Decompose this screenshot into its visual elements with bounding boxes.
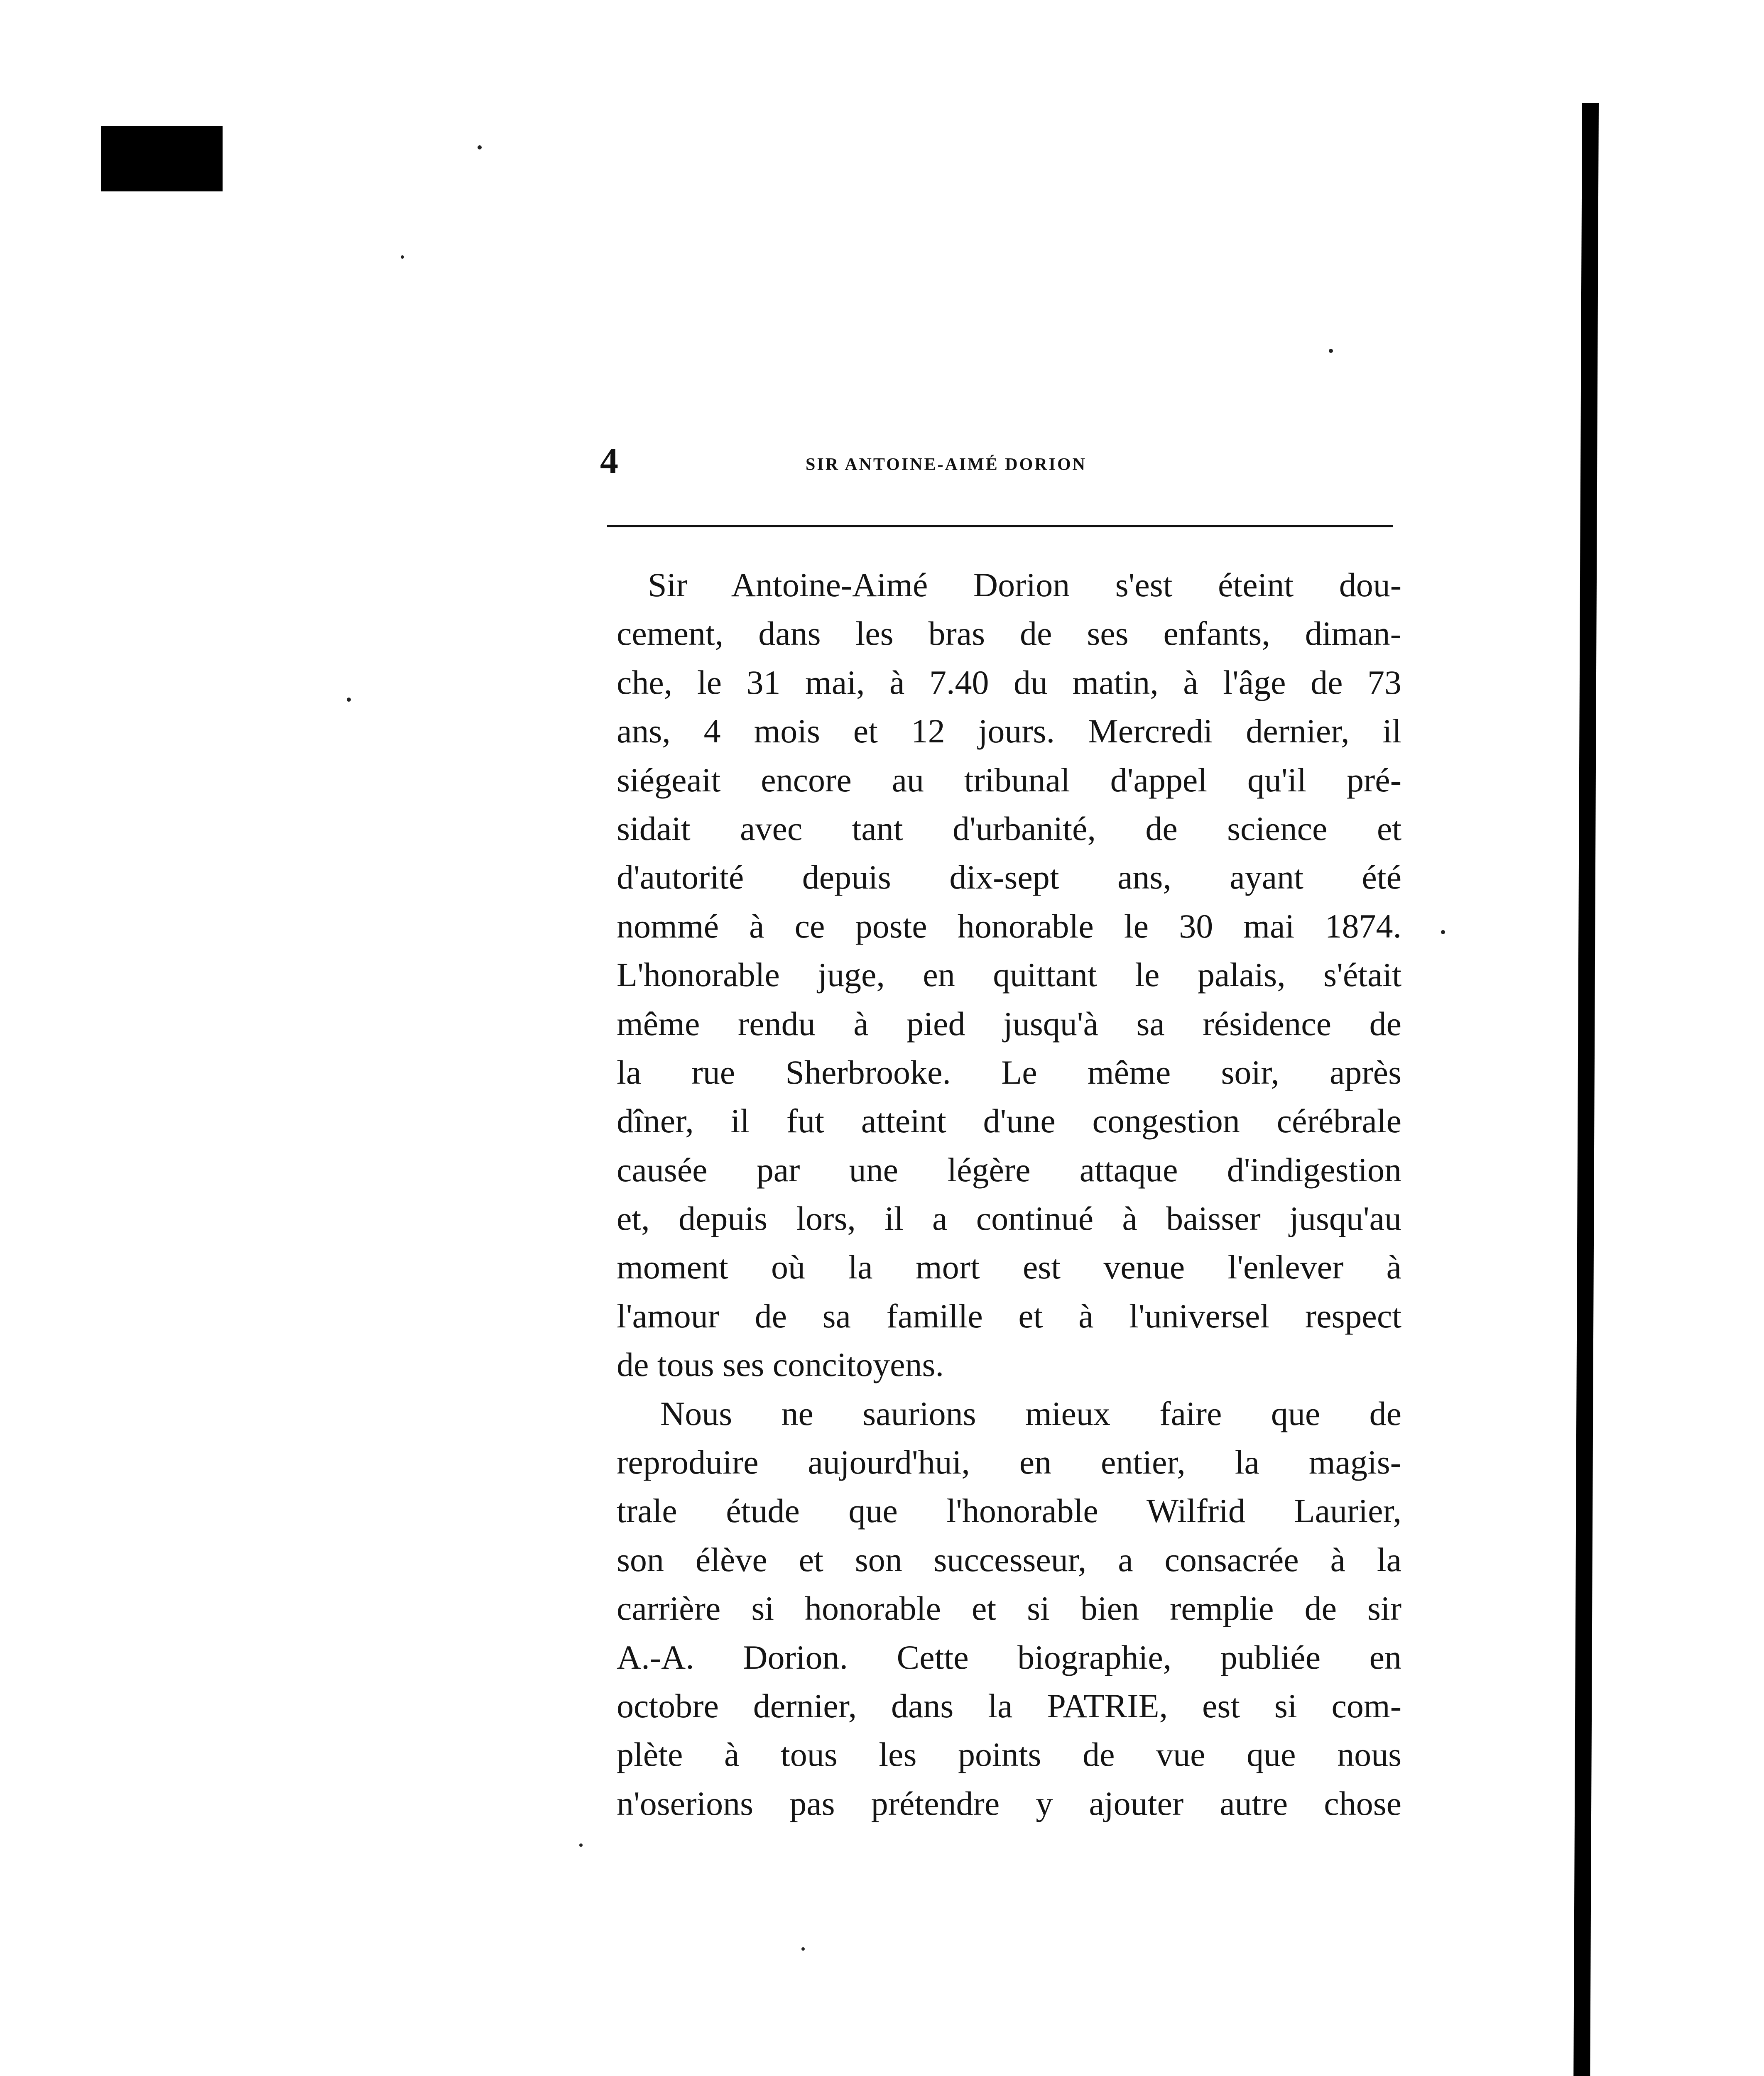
text-line: la rue Sherbrooke. Le même soir, après — [617, 1053, 1401, 1091]
text-line: et, depuis lors, il a continué à baisser jusqu'au — [617, 1200, 1401, 1238]
page-number: 4 — [600, 441, 618, 481]
text-line: moment où la mort est venue l'enlever à — [617, 1248, 1401, 1286]
text-line: nommé à ce poste honorable le 30 mai 1874. — [617, 907, 1401, 945]
text-line: plète à tous les points de vue que nous — [617, 1736, 1401, 1774]
text-line: A.-A. Dorion. Cette biographie, publiée en — [617, 1638, 1401, 1676]
text-line: son élève et son successeur, a consacrée à la — [617, 1540, 1401, 1579]
text-line: siégeait encore au tribunal d'appel qu'il pré- — [617, 761, 1401, 799]
text-line: causée par une légère attaque d'indigestion — [617, 1151, 1401, 1189]
text-line: trale étude que l'honorable Wilfrid Laurier, — [617, 1492, 1401, 1530]
text-line: de tous ses concitoyens. — [617, 1346, 944, 1384]
running-title: SIR ANTOINE-AIMÉ DORION — [806, 455, 1087, 474]
paragraph-1 — [617, 561, 1401, 1389]
text-line: l'amour de sa famille et à l'universel respect — [617, 1297, 1401, 1335]
text-line: ans, 4 mois et 12 jours. Mercredi dernier, il — [617, 712, 1401, 750]
text-line: carrière si honorable et si bien remplie de sir — [617, 1589, 1401, 1628]
paragraph-2 — [617, 1389, 1401, 1828]
text-line: L'honorable juge, en quittant le palais, s'était — [617, 956, 1401, 994]
text-line: n'oserions pas prétendre y ajouter autre chose — [617, 1784, 1401, 1822]
text-line: reproduire aujourd'hui, en entier, la magis- — [617, 1443, 1401, 1481]
text-line: sidait avec tant d'urbanité, de science et — [617, 809, 1401, 847]
text-line: même rendu à pied jusqu'à sa résidence de — [617, 1004, 1401, 1043]
text-line: Nous ne saurions mieux faire que de — [660, 1394, 1401, 1432]
text-line: d'autorité depuis dix-sept ans, ayant été — [617, 858, 1401, 896]
text-line: che, le 31 mai, à 7.40 du matin, à l'âge de 73 — [617, 663, 1401, 701]
text-line: cement, dans les bras de ses enfants, diman- — [617, 614, 1401, 653]
text-line: octobre dernier, dans la PATRIE, est si com- — [617, 1687, 1401, 1725]
header-rule — [607, 525, 1393, 527]
text-line: Sir Antoine-Aimé Dorion s'est éteint dou- — [648, 566, 1401, 604]
body-text — [617, 561, 1401, 1828]
text-line: dîner, il fut atteint d'une congestion cérébrale — [617, 1102, 1401, 1140]
